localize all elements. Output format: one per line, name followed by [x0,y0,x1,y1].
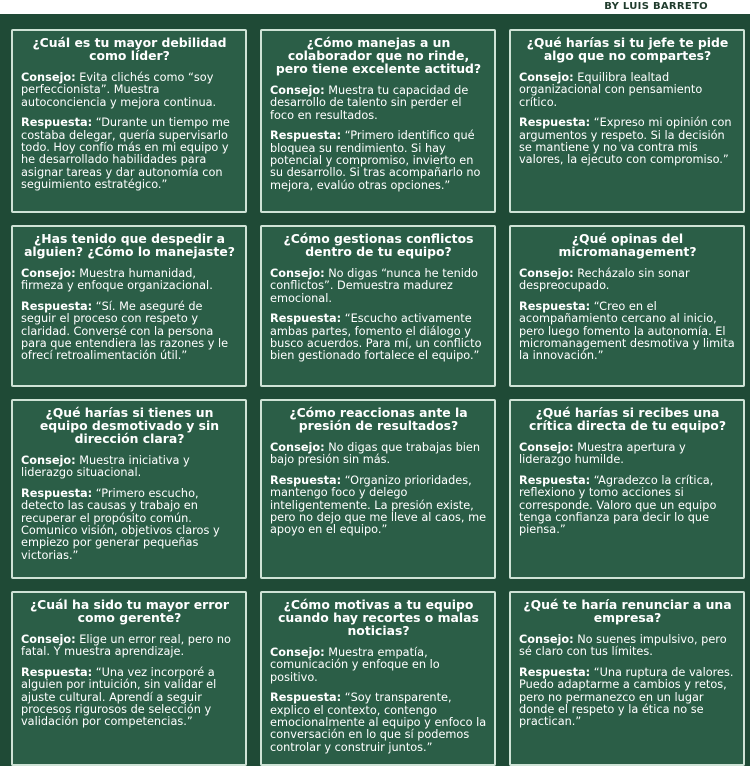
answer-label: Respuesta: [21,116,93,130]
question-card [260,399,496,579]
question-card [260,591,496,766]
advice-paragraph [519,268,736,293]
advice-text: Recházalo sin sonar despreocupado. [519,267,690,293]
question-card [11,399,247,579]
answer-paragraph [270,475,487,537]
question-title: ¿Cuál ha sido tu mayor error como gerente? [29,597,230,625]
advice-paragraph [21,634,238,659]
question-title: ¿Cómo reaccionas ante la presión de resultados? [289,405,468,433]
advice-text: No suenes impulsivo, pero sé claro con tus límites. [519,633,727,659]
advice-label: Consejo: [270,441,325,454]
answer-paragraph [270,130,487,192]
advice-label: Consejo: [270,646,325,659]
answer-text: “Escucho activamente ambas partes, fomento el diálogo y busco acuerdos. Para mí, un conflicto bien gestionado fortalece el equipo.” [270,312,482,363]
question-card [260,225,496,387]
author-byline: BY LUIS BARRETO [604,1,708,12]
advice-paragraph [270,647,487,684]
answer-paragraph [270,692,487,754]
answer-text: “Creo en el acompañamiento cercano al inicio, pero luego fomento la autonomía. El micromanagement desmotiva y limita la innovación.” [519,299,735,363]
answer-text: “Primero identifico qué bloquea su rendimiento. Si hay potencial y compromiso, invierto en su desarrollo. Si tras acompañarlo no mejora, evalúo otras opciones.” [270,129,481,192]
advice-text: Muestra empatía, comunicación y enfoque en lo positivo. [270,646,440,684]
answer-label: Respuesta: [270,312,342,326]
answer-label: Respuesta: [21,486,93,500]
question-card [11,29,247,213]
question-card [509,225,745,387]
advice-paragraph [270,442,487,467]
answer-text: “Organizo prioridades, mantengo foco y delego inteligentemente. La presión existe, pero no dejo que me lleve al caos, me apoyo en el equipo.” [270,473,487,537]
advice-label: Consejo: [21,633,76,646]
advice-label: Consejo: [270,267,325,280]
advice-text: No digas que trabajas bien bajo presión sin más. [270,441,480,467]
question-title: ¿Cómo motivas a tu equipo cuando hay recortes o malas noticias? [278,597,479,638]
advice-paragraph [21,268,238,293]
advice-text: Equilibra lealtad organizacional con pensamiento crítico. [519,71,703,109]
answer-text: “Agradezco la crítica, reflexiono y tomo acciones si corresponde. Valoro que un equipo tenga confianza para decir lo que piensa.” [519,473,717,537]
advice-label: Consejo: [519,267,574,280]
question-card [11,225,247,387]
advice-text: No digas “nunca he tenido conflictos”. Demuestra madurez emocional. [270,267,478,305]
advice-paragraph [519,634,736,659]
advice-label: Consejo: [270,84,325,97]
answer-label: Respuesta: [21,299,93,313]
answer-text: “Durante un tiempo me costaba delegar, quería supervisarlo todo. Hoy confío más en mi equipo y he desarrollado habilidades para asignar tareas y dar autonomía con seguimiento estratégico.” [21,116,230,192]
answer-paragraph [21,117,238,191]
advice-label: Consejo: [21,71,76,84]
answer-paragraph [21,301,238,363]
answer-label: Respuesta: [519,665,591,679]
answer-label: Respuesta: [21,665,93,679]
advice-text: Elige un error real, pero no fatal. Y muestra aprendizaje. [21,633,231,659]
question-title: ¿Cómo gestionas conflictos dentro de tu equipo? [283,231,474,259]
question-title: ¿Cuál es tu mayor debilidad como líder? [32,35,227,63]
question-card [509,29,745,213]
advice-label: Consejo: [519,633,574,646]
answer-text: “Expreso mi opinión con argumentos y respeto. Si la decisión se mantiene y no va contra mis valores, la ejecuto con compromiso.” [519,116,732,167]
answer-label: Respuesta: [270,129,342,143]
advice-text: Muestra iniciativa y liderazgo situacional. [21,454,190,480]
question-title: ¿Has tenido que despedir a alguien? ¿Cómo lo manejaste? [24,231,235,259]
advice-paragraph [21,455,238,480]
question-title: ¿Qué te haría renunciar a una empresa? [523,597,732,625]
answer-label: Respuesta: [519,116,591,130]
advice-text: Muestra humanidad, firmeza y enfoque organizacional. [21,267,213,293]
answer-paragraph [519,301,736,363]
question-title: ¿Qué harías si tienes un equipo desmotivado y sin dirección clara? [39,405,220,446]
question-title: ¿Cómo manejas a un colaborador que no rinde, pero tiene excelente actitud? [275,35,482,76]
answer-label: Respuesta: [519,473,591,487]
question-title: ¿Qué harías si recibes una crítica directa de tu equipo? [528,405,727,433]
answer-label: Respuesta: [270,691,342,705]
answer-text: “Sí. Me aseguré de seguir el proceso con respeto y claridad. Conversé con la persona para que entendiera las razones y le ofrecí retroalimentación útil.” [21,299,229,363]
answer-text: “Soy transparente, explico el contexto, contengo emocionalmente al equipo y enfoco la conversación en lo que sí podemos controlar y construir juntos.” [270,691,487,754]
advice-paragraph [21,72,238,109]
answer-paragraph [21,488,238,562]
question-card [509,591,745,766]
answer-label: Respuesta: [270,473,342,487]
answer-paragraph [270,313,487,363]
advice-paragraph [270,268,487,305]
answer-text: “Una ruptura de valores. Puedo adaptarme a cambios y retos, pero no permanezco en un lugar donde el respeto y la ética no se practican.” [519,665,734,729]
advice-paragraph [270,85,487,122]
advice-text: Muestra tu capacidad de desarrollo de talento sin perder el foco en resultados. [270,84,469,122]
question-card [11,591,247,766]
answer-paragraph [519,667,736,729]
answer-paragraph [519,475,736,537]
advice-paragraph [519,442,736,467]
answer-text: “Primero escucho, detecto las causas y trabajo en recuperar el propósito común. Comunico visión, objetivos claros y empiezo por generar pequeñas victorias.” [21,486,220,562]
answer-paragraph [519,117,736,167]
advice-label: Consejo: [519,71,574,84]
advice-paragraph [519,72,736,109]
advice-label: Consejo: [21,454,76,467]
advice-text: Evita clichés como “soy perfeccionista”. Muestra autoconciencia y mejora continua. [21,71,217,109]
answer-text: “Una vez incorporé a alguien por intuición, sin validar el ajuste cultural. Aprendí a seguir procesos rigurosos de selección y validación por competencias.” [21,665,217,729]
question-card [509,399,745,579]
advice-label: Consejo: [519,441,574,454]
advice-label: Consejo: [21,267,76,280]
question-grid [11,29,745,754]
answer-label: Respuesta: [519,299,591,313]
question-card [260,29,496,213]
answer-paragraph [21,667,238,729]
question-title: ¿Qué opinas del micromanagement? [558,231,697,259]
question-title: ¿Qué harías si tu jefe te pide algo que no compartes? [526,35,729,63]
advice-text: Muestra apertura y liderazgo humilde. [519,441,686,467]
